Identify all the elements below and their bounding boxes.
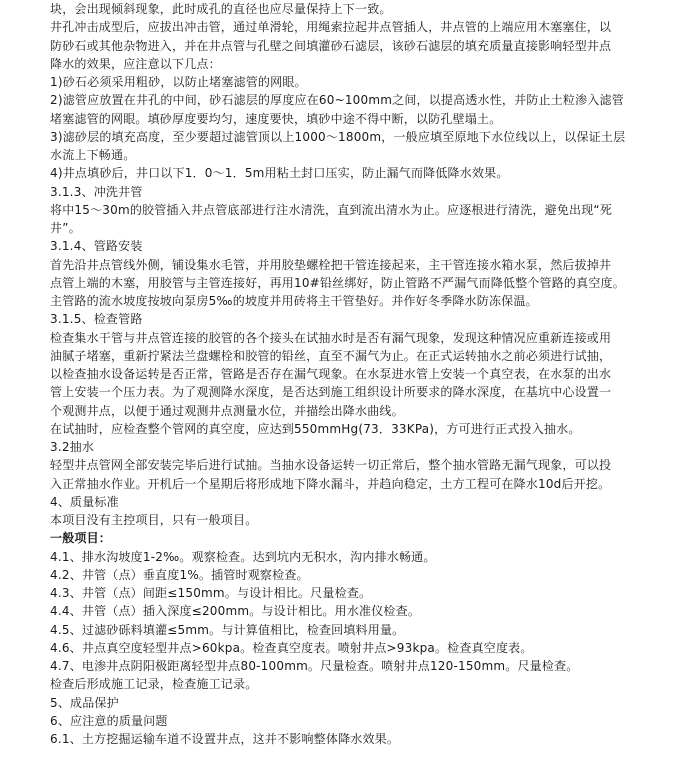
text-line: 管上安装一个压力表。为了观测降水深度，是否达到施工组织设计所要求的降水深度，在基坑中心设置一 bbox=[50, 385, 612, 400]
text-line: 轻型井点管网全部安装完毕后进行试抽。当抽水设备运转一切正常后，整个抽水管路无漏气现象，可以投 bbox=[50, 458, 612, 473]
text-line: 块，会出现倾斜现象，此时成孔的直径也应尽量保持上下一致。 bbox=[50, 2, 392, 16]
text-line: 3)滤砂层的填充高度，至少要超过滤管顶以上1000～1800m，一般应填至原地下水位线以上，以保证土层 bbox=[50, 129, 626, 144]
text-line: 以检查抽水设备运转是否正常，管路是否存在漏气现象。在水泵进水管上安装一个真空表，在水泵的出水 bbox=[50, 367, 612, 381]
text-line: 检查后形成施工记录，检查施工记录。 bbox=[50, 677, 258, 692]
list-item: 4.6、井点真空度轻型井点>60kpa。检查真空度表。喷射井点>93kpa。检查真空度表。 bbox=[50, 640, 533, 655]
text-line: 油腻子堵塞，重新拧紧法兰盘螺栓和胶管的铅丝，直至不漏气为止。在正式运转抽水之前必须进行试抽， bbox=[50, 348, 612, 363]
text-line: 水流上下畅通。 bbox=[50, 148, 136, 162]
list-item: 4.1、排水沟坡度1-2‰。观察检查。达到坑内无积水，沟内排水畅通。 bbox=[50, 549, 436, 564]
text-line: 防砂石或其他杂物进入，并在井点管与孔壁之间填灌砂石滤层，该砂石滤层的填充质量直接影响轻型井点 bbox=[50, 38, 612, 53]
section-heading: 3.1.3、冲洗井管 bbox=[50, 184, 143, 199]
text-line: 检查集水干管与井点管连接的胶管的各个接头在试抽水时是否有漏气现象，发现这种情况应重新连接或用 bbox=[50, 330, 612, 345]
section-heading: 3.1.5、检查管路 bbox=[50, 312, 143, 327]
list-item: 4.7、电渗井点阴阳极距离轻型井点80-100mm。尺量检查。喷射井点120-150mm。尺量检查。 bbox=[50, 659, 579, 673]
text-line: 个观测井点，以便于通过观测井点测量水位，并描绘出降水曲线。 bbox=[50, 403, 404, 418]
section-heading: 3.2抽水 bbox=[50, 440, 95, 454]
list-item: 4.4、井管（点）插入深度≤200mm。与设计相比。用水准仪检查。 bbox=[50, 604, 421, 619]
text-line: 在试抽时，应检查整个管网的真空度，应达到550mmHg(73．33KPa)，方可进行正式投入抽水。 bbox=[50, 421, 581, 436]
section-heading: 5、成品保护 bbox=[50, 695, 119, 710]
text-line: 4)井点填砂后，井口以下1．0～1．5m用粘土封口压实，防止漏气而降低降水效果。 bbox=[50, 166, 509, 181]
subsection-heading: 一般项目： bbox=[50, 531, 112, 546]
list-item: 4.5、过滤砂砾料填灌≤5mm。与计算值相比，检查回填料用量。 bbox=[50, 622, 405, 637]
text-line: 首先沿井点管线外侧，铺设集水毛管，并用胶垫螺栓把干管连接起来，主干管连接水箱水泵，然后拔掉井 bbox=[50, 257, 612, 272]
text-line: 点管上端的木塞，用胶管与主管连接好，再用10#铅丝绑好，防止管路不严漏气而降低整个管路的真空度。 bbox=[50, 275, 625, 290]
text-line: 井”。 bbox=[50, 221, 81, 235]
list-item: 4.2、井管（点）垂直度1%。插管时观察检查。 bbox=[50, 567, 309, 582]
section-heading: 4、质量标准 bbox=[50, 494, 119, 509]
section-heading: 3.1.4、管路安装 bbox=[50, 239, 143, 254]
text-line: 将中15～30m的胶管插入井点管底部进行注水清洗，直到流出清水为止。应逐根进行清洗，避免出现“死 bbox=[50, 202, 613, 217]
text-line: 2)滤管应放置在井孔的中间，砂石滤层的厚度应在60~100mm之间，以提高透水性，并防止土粒渗入滤管 bbox=[50, 93, 624, 108]
section-heading: 6、应注意的质量问题 bbox=[50, 713, 168, 728]
text-line: 井孔冲击成型后，应拔出冲击管，通过单滑轮，用绳索拉起井点管插人，井点管的上端应用木塞塞住，以 bbox=[50, 20, 612, 35]
list-item: 4.3、井管（点）间距≤150mm。与设计相比。尺量检查。 bbox=[50, 586, 372, 600]
text-line: 主管路的流水坡度按坡向泵房5‰的坡度并用砖将主干管垫好。并作好冬季降水防冻保温。 bbox=[50, 294, 538, 308]
text-line: 入正常抽水作业。开机后一个星期后将形成地下降水漏斗，并趋向稳定，土方工程可在降水10d后开挖。 bbox=[50, 476, 611, 491]
text-line: 本项目没有主控项目，只有一般项目。 bbox=[50, 513, 258, 527]
list-item: 6.1、土方挖掘运输车道不设置井点，这并不影响整体降水效果。 bbox=[50, 732, 400, 746]
text-line: 堵塞滤管的网眼。填砂厚度要均匀，速度要快，填砂中途不得中断，以防孔壁塌土。 bbox=[50, 111, 502, 126]
text-line: 1)砂石必须采用粗砂，以防止堵塞滤管的网眼。 bbox=[50, 75, 307, 89]
text-line: 降水的效果，应注意以下几点： bbox=[50, 56, 221, 71]
